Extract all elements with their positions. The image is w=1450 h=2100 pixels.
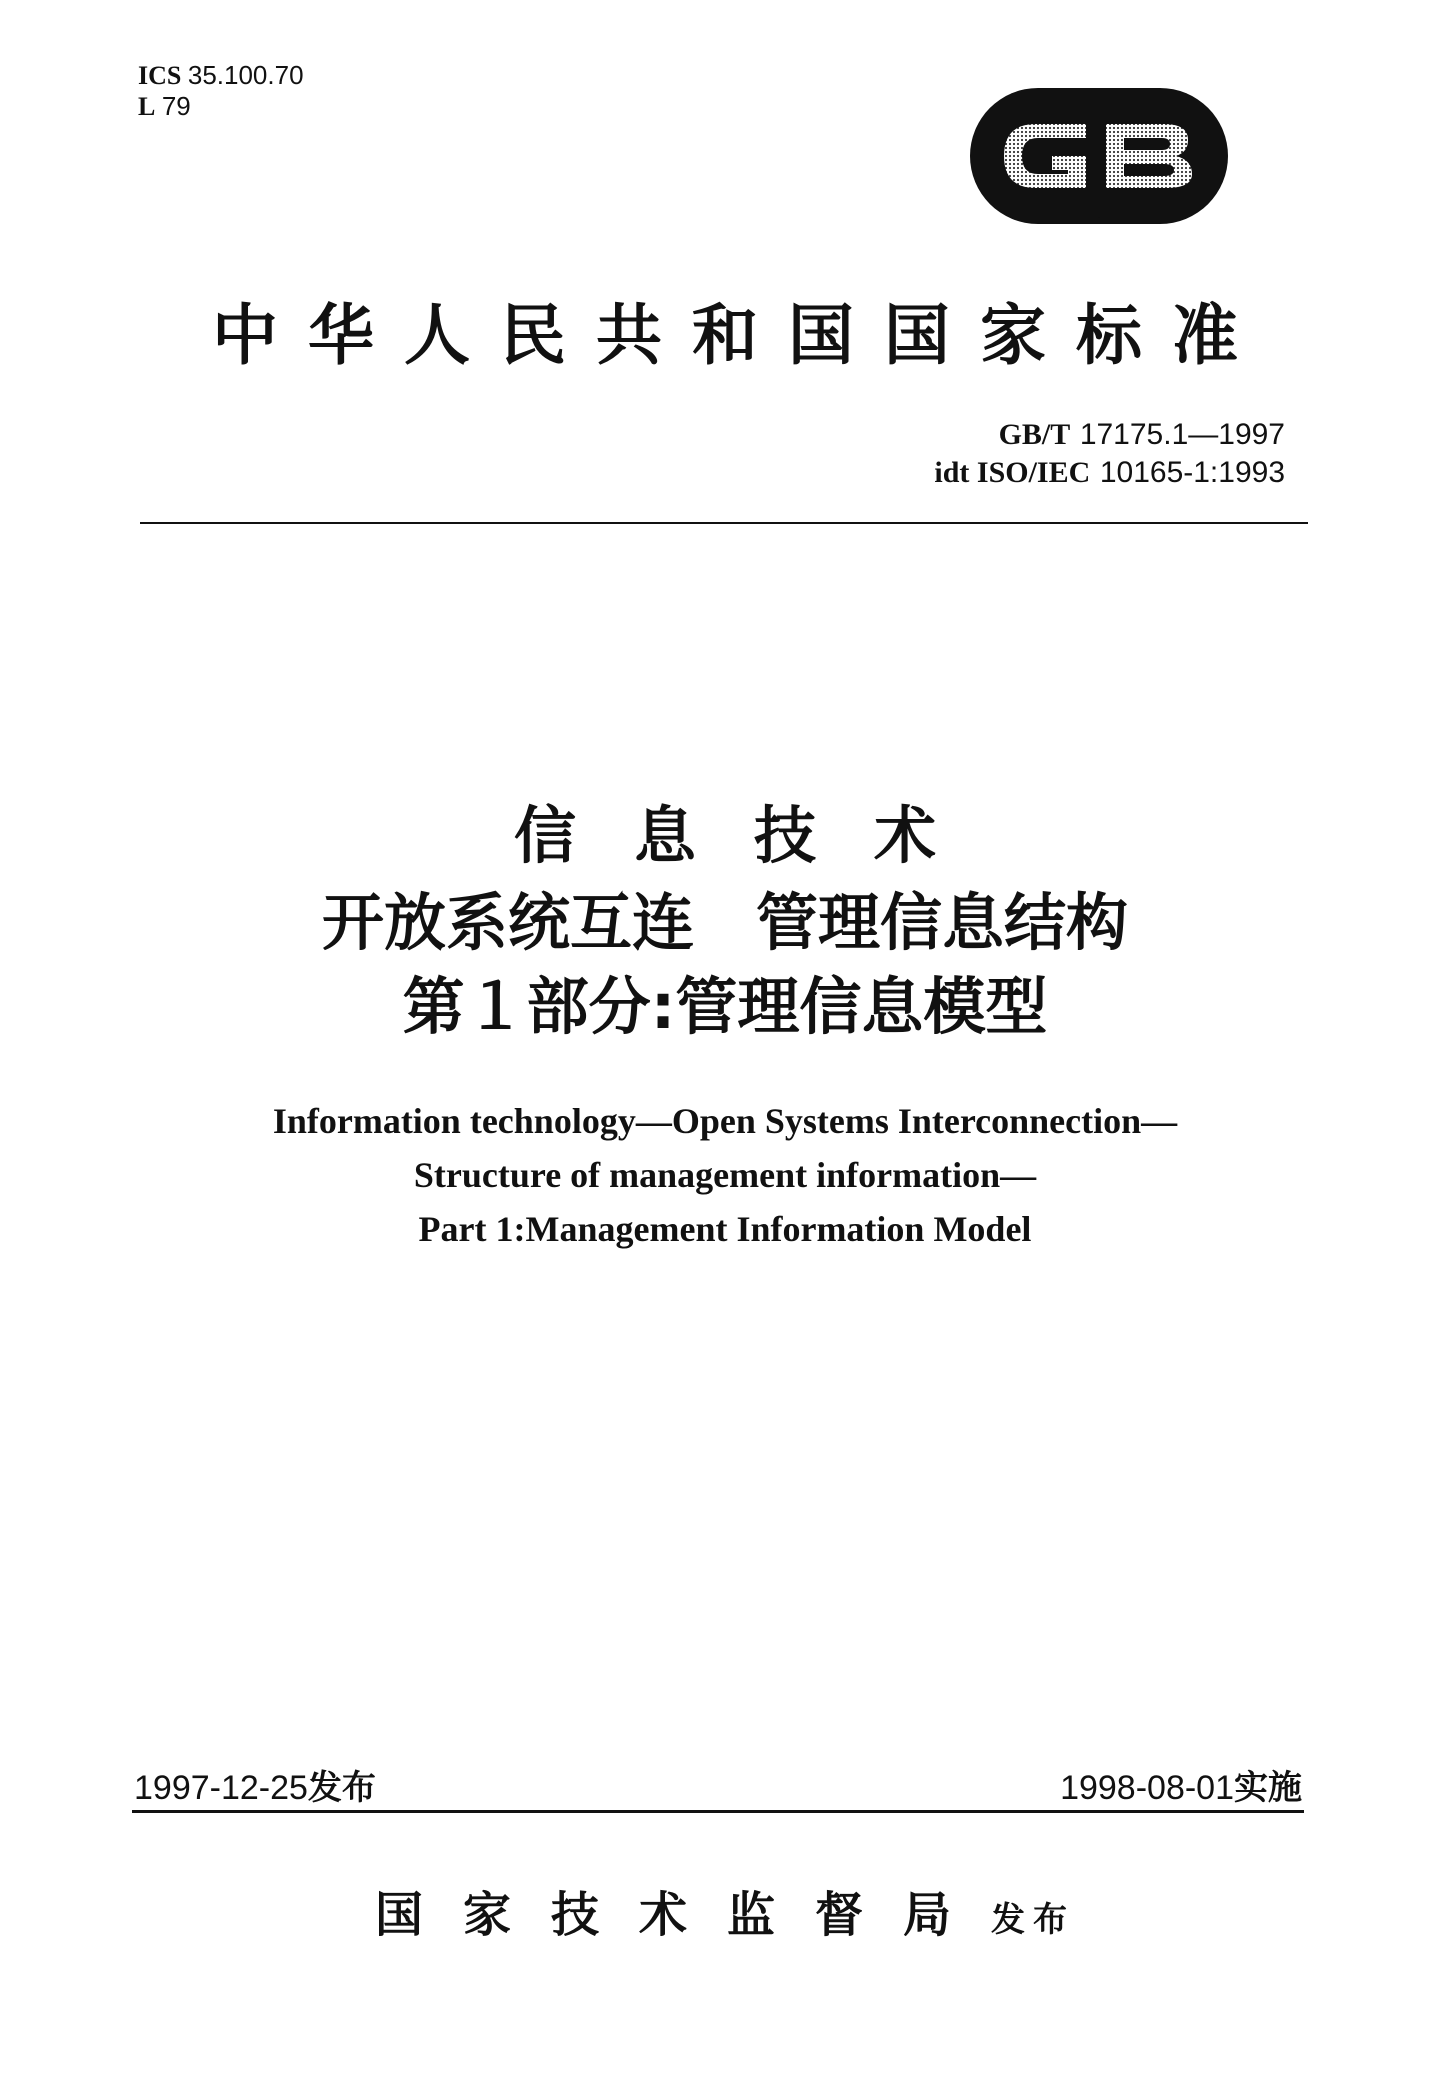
- logo-text: GB: [1098, 218, 1100, 219]
- bottom-divider: [132, 1810, 1304, 1813]
- title-cn-line2: 开放系统互连 管理信息结构: [321, 886, 1128, 959]
- class-code: 79: [161, 91, 191, 121]
- title-en: [0, 1094, 1450, 1256]
- ics-label: ICS: [138, 61, 182, 90]
- publisher: [0, 1876, 1450, 1945]
- national-standard-title: 中华人民共和国国家标准: [212, 296, 1268, 374]
- idt-number: 10165-1:1993: [1099, 456, 1285, 489]
- publisher-organization: 国家技术监督局: [374, 1887, 991, 1943]
- ics-classification: [138, 60, 304, 122]
- class-label: L: [138, 92, 156, 121]
- issue-date: [134, 1760, 376, 1809]
- issue-date-label: 发布: [307, 1768, 376, 1808]
- idt-label: idt ISO/IEC: [934, 456, 1091, 489]
- title-en-line2: Structure of management information—: [413, 1155, 1037, 1195]
- title-cn-line1: 信息技术: [513, 799, 994, 872]
- effective-date: [1060, 1760, 1302, 1809]
- top-divider: [140, 522, 1308, 524]
- issue-date-value: 1997-12-25: [134, 1769, 308, 1807]
- ics-line: [138, 60, 304, 91]
- publisher-action: 发布: [991, 1900, 1075, 1940]
- title-en-line1: Information technology—Open Systems Interconnection—: [272, 1101, 1178, 1141]
- gbt-code-line: [934, 416, 1285, 454]
- title-cn-line3: 第１部分:管理信息模型: [402, 970, 1048, 1043]
- gbt-number: 17175.1—1997: [1079, 418, 1285, 451]
- standard-codes: [934, 416, 1285, 492]
- gb-logo: [968, 86, 1230, 226]
- idt-code-line: [934, 454, 1285, 492]
- title-en-line3: Part 1:Management Information Model: [418, 1209, 1032, 1249]
- ics-code: 35.100.70: [187, 60, 304, 90]
- class-line: [138, 91, 304, 122]
- effective-date-label: 实施: [1234, 1768, 1302, 1808]
- gbt-label: GB/T: [998, 418, 1071, 451]
- effective-date-value: 1998-08-01: [1060, 1769, 1234, 1807]
